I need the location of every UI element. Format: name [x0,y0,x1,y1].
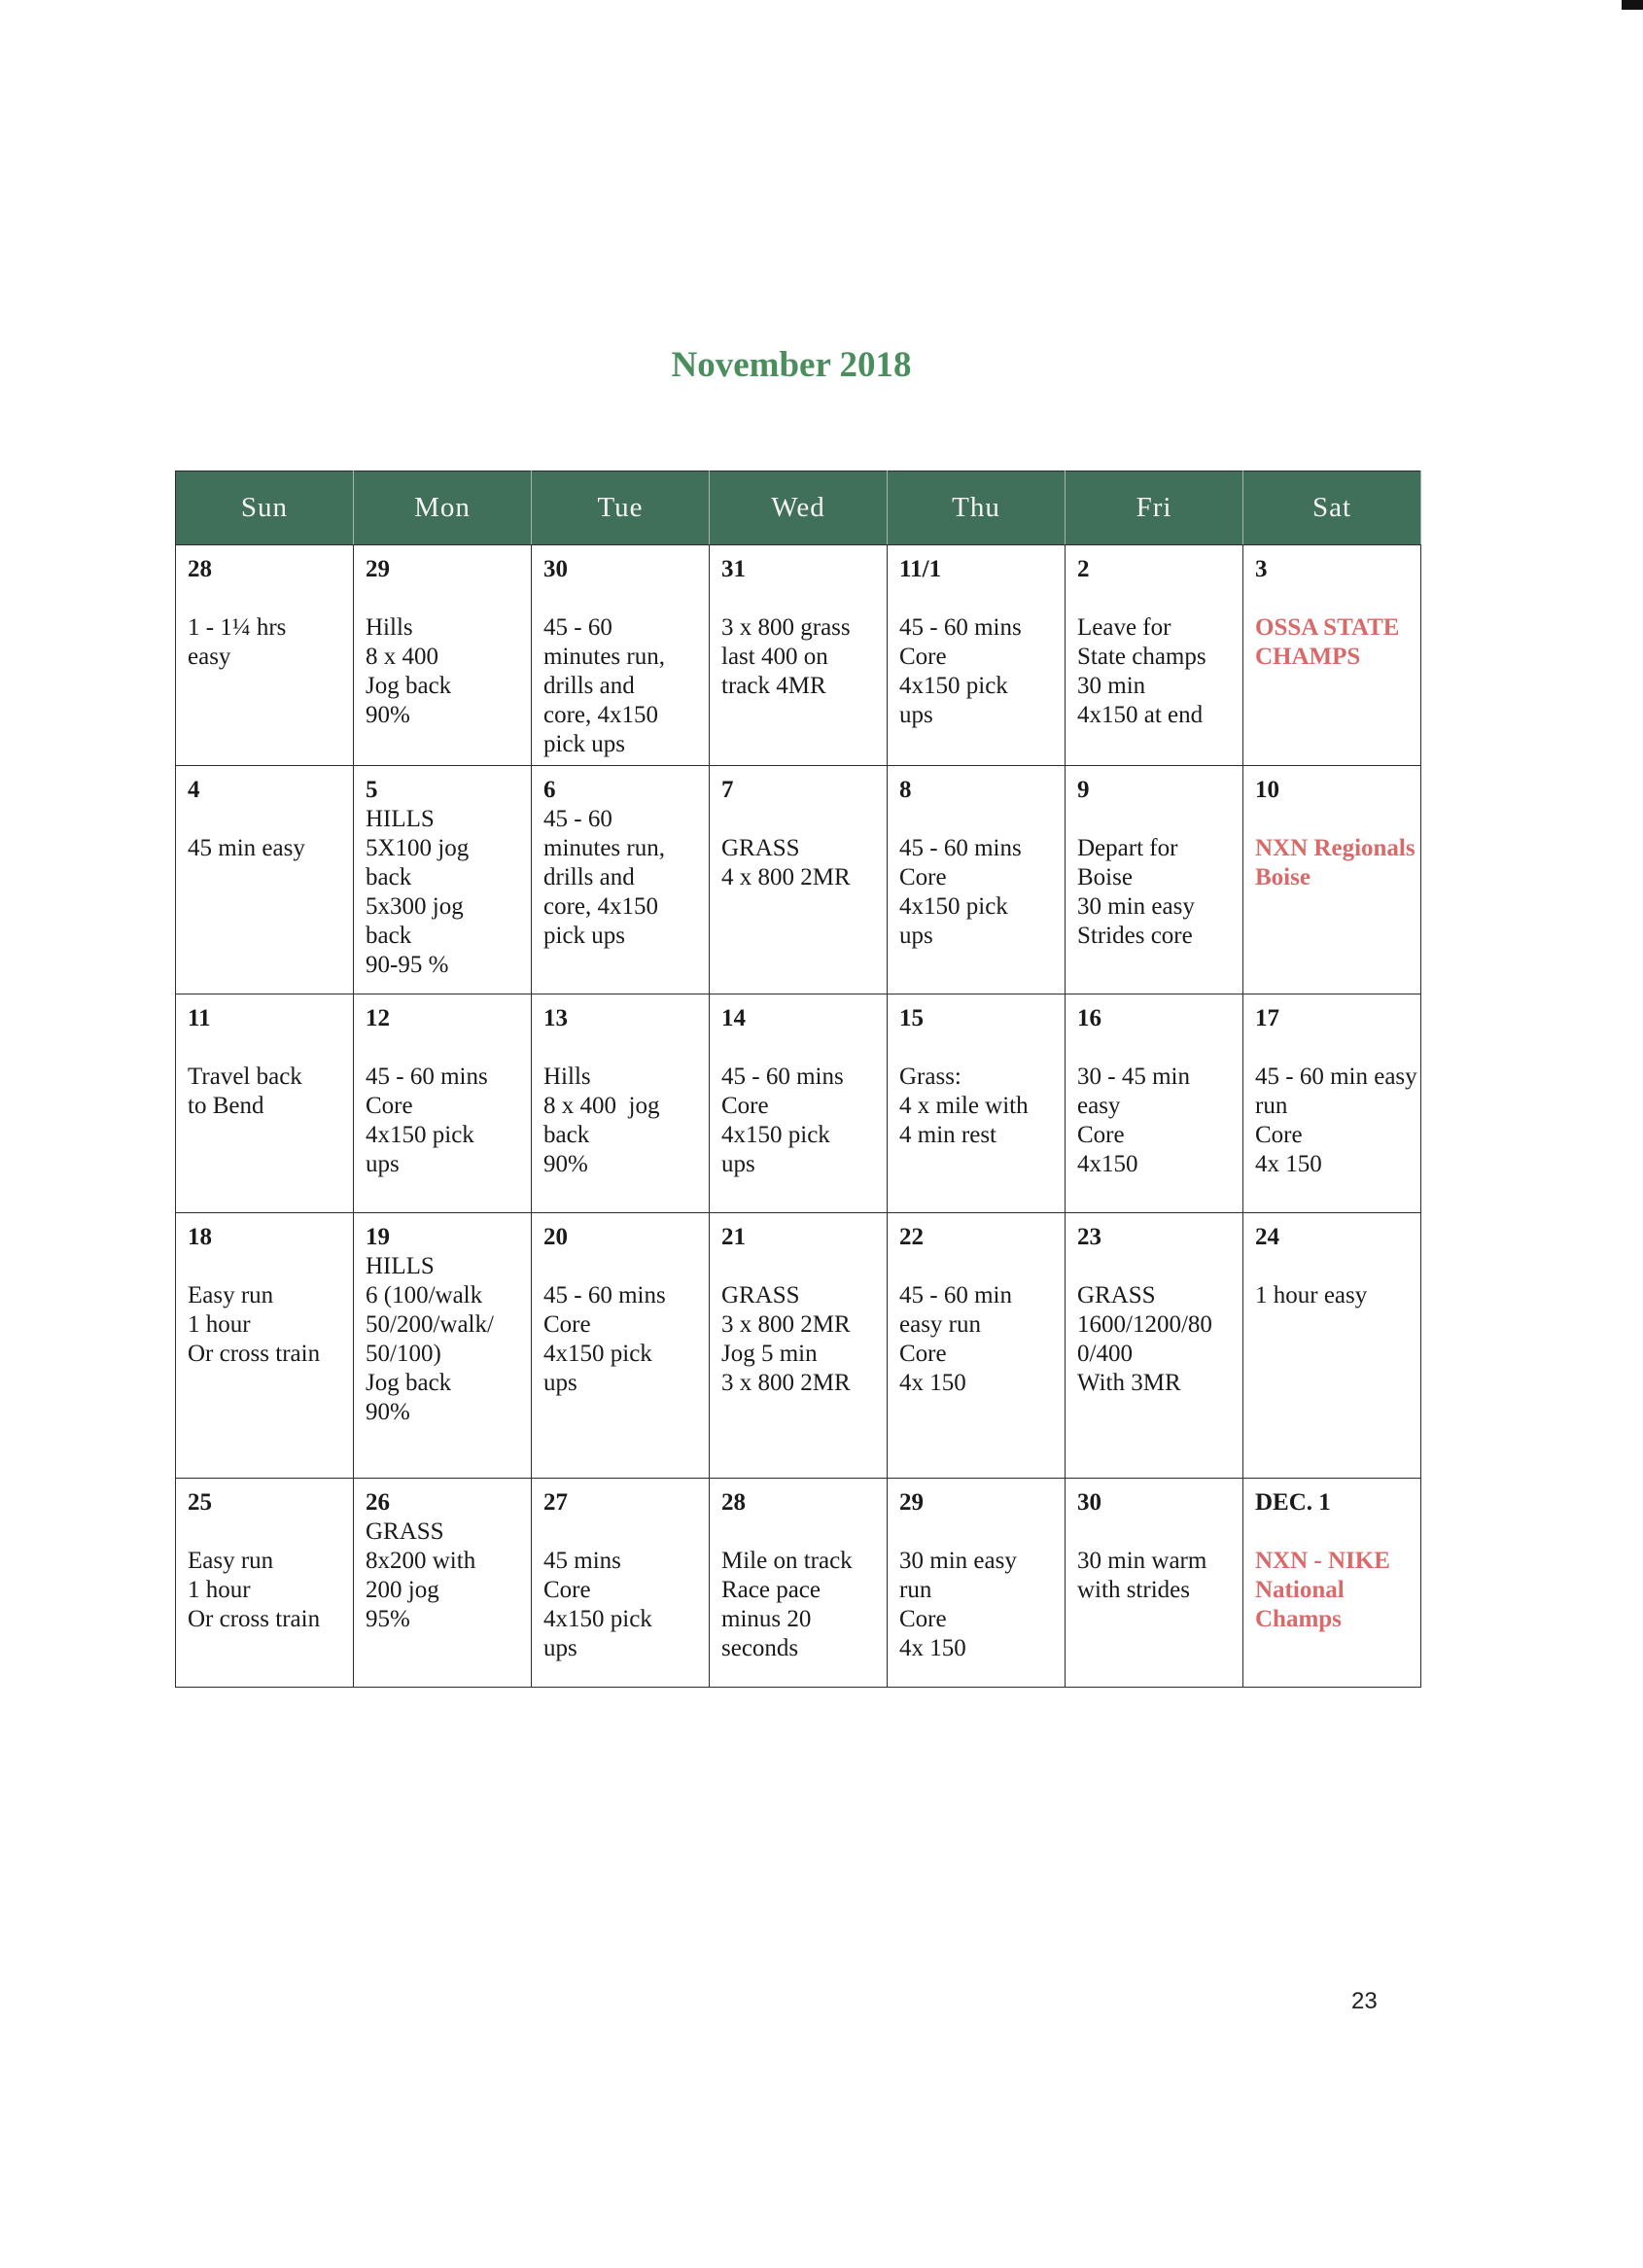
cell-spacer [543,1518,697,1547]
day-cell [354,1479,532,1688]
day-cell [176,766,354,994]
day-cell [710,545,888,766]
workout-text: GRASS [1077,1282,1156,1308]
workout-text: 45 - 60 mins [366,1064,488,1090]
cell-spacer [1255,805,1409,834]
day-number: 27 [543,1489,568,1516]
day-number: 12 [366,1005,390,1031]
workout-text: Jog 5 min [721,1341,818,1367]
day-number: 26 [366,1489,390,1516]
workout-text: 4x 150 [899,1635,966,1661]
workout-text: 4 min rest [899,1122,996,1148]
workout-text: 95% [366,1606,410,1632]
day-number: 13 [543,1005,568,1031]
day-number: 14 [721,1005,746,1031]
day-number: 29 [899,1489,924,1516]
workout-text: 4x 150 [1255,1151,1322,1177]
workout-text: 30 min [1077,673,1146,699]
cell-spacer [1255,584,1409,613]
day-number: 30 [1077,1489,1101,1516]
workout-text: Race pace [721,1577,822,1603]
workout-text: GRASS [721,1282,800,1308]
day-number: 23 [1077,1224,1101,1250]
workout-text: Jog back [366,673,452,699]
workout-text: minutes run, [543,835,665,861]
event-text: Boise [1255,864,1311,890]
workout-text: Easy run [188,1548,274,1574]
day-number: 6 [543,777,556,803]
workout-text: 1600/1200/80 [1077,1311,1212,1338]
workout-text: 4x150 pick [543,1606,652,1632]
workout-text: 8x200 with [366,1548,476,1574]
day-number: 16 [1077,1005,1101,1031]
event-text: NXN - NIKE [1255,1548,1390,1574]
workout-text: With 3MR [1077,1370,1181,1396]
day-cell [1243,994,1421,1213]
workout-text: 4x150 at end [1077,702,1204,728]
cell-spacer [1077,1033,1231,1063]
cell-spacer [721,1252,875,1281]
workout-text: 50/200/walk/ [366,1311,494,1338]
workout-text: 8 x 400 jog [543,1093,660,1119]
workout-text: 30 min easy [1077,893,1195,920]
workout-text: track 4MR [721,673,826,699]
header-sat: Sat [1243,471,1421,545]
day-number: 4 [188,777,200,803]
workout-text: ups [899,702,933,728]
workout-text: 4 x 800 2MR [721,864,851,890]
workout-text: 45 - 60 min easy [1255,1064,1417,1090]
day-cell [176,994,354,1213]
cell-spacer [366,584,519,613]
day-cell [888,1479,1066,1688]
day-cell [532,1479,710,1688]
calendar-week-row [176,994,1421,1213]
cell-spacer [899,1518,1053,1547]
workout-text: ups [899,923,933,949]
calendar-title: November 2018 [671,345,912,385]
cell-spacer [899,1252,1053,1281]
event-text: CHAMPS [1255,644,1361,670]
workout-text: to Bend [188,1093,264,1119]
workout-text: Core [1077,1122,1125,1148]
workout-text: 4x 150 [899,1370,966,1396]
day-cell [1066,766,1243,994]
cell-spacer [1255,1518,1409,1547]
workout-text: Boise [1077,864,1133,890]
workout-text: with strides [1077,1577,1190,1603]
workout-text: 1 - 1¼ hrs [188,614,287,641]
day-number: 25 [188,1489,212,1516]
workout-text: State champs [1077,644,1206,670]
workout-text: 4x150 pick [366,1122,474,1148]
cell-spacer [721,584,875,613]
cell-spacer [188,805,341,834]
day-cell [354,766,532,994]
workout-text: 30 min warm [1077,1548,1207,1574]
workout-text: 45 - 60 [543,614,612,641]
workout-text: 1 hour [188,1311,251,1338]
cell-spacer [543,1033,697,1063]
day-cell [1066,1479,1243,1688]
page-number: 23 [1351,1988,1378,2014]
day-number: 18 [188,1224,212,1250]
workout-text: 4x150 pick [899,673,1008,699]
workout-text: Core [721,1093,769,1119]
workout-text: 45 - 60 min [899,1282,1012,1308]
workout-text: Easy run [188,1282,274,1308]
workout-text: ups [543,1370,577,1396]
workout-text: 1 hour easy [1255,1282,1368,1308]
day-cell [710,994,888,1213]
day-cell [354,994,532,1213]
workout-text: 45 - 60 mins [543,1282,666,1308]
header-sun: Sun [176,471,354,545]
day-number: 31 [721,556,746,582]
workout-text: ups [543,1635,577,1661]
day-cell [1243,766,1421,994]
day-number: 8 [899,777,912,803]
workout-text: 4x150 pick [543,1341,652,1367]
day-cell [710,1479,888,1688]
scan-corner-mark [1622,0,1643,10]
day-number: 30 [543,556,568,582]
day-cell [176,545,354,766]
workout-text: 5X100 jog [366,835,470,861]
workout-text: 3 x 800 2MR [721,1311,851,1338]
workout-text: Mile on track [721,1548,853,1574]
workout-text: Hills [366,614,413,641]
workout-text: 90% [366,702,410,728]
workout-text: easy run [899,1311,981,1338]
event-text: National [1255,1577,1345,1603]
workout-text: 50/100) [366,1341,441,1367]
day-number: 17 [1255,1005,1279,1031]
workout-text: Depart for [1077,835,1178,861]
cell-spacer [1255,1033,1409,1063]
workout-text: ups [366,1151,400,1177]
cell-spacer [721,805,875,834]
workout-text: Core [899,1341,947,1367]
calendar-week-row [176,1213,1421,1479]
workout-text: 8 x 400 [366,644,438,670]
cell-spacer [543,1252,697,1281]
day-number: 11/1 [899,556,942,582]
day-cell [888,994,1066,1213]
workout-text: 45 - 60 [543,806,612,832]
workout-text: Core [1255,1122,1303,1148]
cell-spacer [1255,1252,1409,1281]
day-cell [532,766,710,994]
workout-text: minus 20 [721,1606,812,1632]
day-cell [888,1213,1066,1479]
day-number: 28 [188,556,212,582]
workout-text: 4x150 [1077,1151,1138,1177]
workout-text: last 400 on [721,644,828,670]
day-number: 11 [188,1005,211,1031]
workout-text: GRASS [721,835,800,861]
workout-text: Leave for [1077,614,1171,641]
day-number: 21 [721,1224,746,1250]
day-cell [888,766,1066,994]
day-number: 29 [366,556,390,582]
workout-text: Strides core [1077,923,1193,949]
day-number: 24 [1255,1224,1279,1250]
day-number: 20 [543,1224,568,1250]
workout-text: seconds [721,1635,799,1661]
workout-text: 45 - 60 mins [721,1064,844,1090]
event-text: OSSA STATE [1255,614,1400,641]
calendar-table [175,471,1421,1688]
cell-spacer [899,1033,1053,1063]
event-text: Champs [1255,1606,1342,1632]
workout-text: back [543,1122,590,1148]
day-cell [710,766,888,994]
day-cell [532,1213,710,1479]
day-cell [1243,1213,1421,1479]
day-cell [1066,994,1243,1213]
workout-text: core, 4x150 [543,893,659,920]
workout-text: Or cross train [188,1606,321,1632]
calendar-week-row [176,1479,1421,1688]
workout-text: 200 jog [366,1577,439,1603]
cell-spacer [1077,1518,1231,1547]
day-number: 22 [899,1224,924,1250]
workout-text: drills and [543,673,635,699]
day-number: 3 [1255,556,1268,582]
header-wed: Wed [710,471,888,545]
cell-spacer [188,1252,341,1281]
workout-text: Jog back [366,1370,452,1396]
cell-spacer [899,584,1053,613]
workout-text: run [1255,1093,1288,1119]
day-cell [1243,1479,1421,1688]
day-cell [1066,545,1243,766]
day-number: 28 [721,1489,746,1516]
cell-spacer [1077,1252,1231,1281]
day-number: 5 [366,777,378,803]
day-number: 10 [1255,777,1279,803]
workout-text: 45 min easy [188,835,305,861]
day-cell [176,1213,354,1479]
day-cell [888,545,1066,766]
event-text: NXN Regionals [1255,835,1416,861]
day-cell [532,545,710,766]
workout-text: easy [188,644,231,670]
workout-text: Or cross train [188,1341,321,1367]
workout-text: 45 - 60 mins [899,614,1022,641]
workout-text: Core [366,1093,413,1119]
workout-text: 4x150 pick [899,893,1008,920]
workout-text: Core [899,864,947,890]
workout-text: run [899,1577,932,1603]
workout-text: Hills [543,1064,591,1090]
cell-spacer [188,1518,341,1547]
workout-text: 45 mins [543,1548,621,1574]
header-tue: Tue [532,471,710,545]
workout-text: Core [899,1606,947,1632]
workout-text: 30 - 45 min [1077,1064,1190,1090]
workout-text: Travel back [188,1064,302,1090]
workout-text: 4 x mile with [899,1093,1029,1119]
workout-text: GRASS [366,1518,444,1545]
workout-text: 0/400 [1077,1341,1133,1367]
cell-spacer [366,1033,519,1063]
day-number: 2 [1077,556,1090,582]
cell-spacer [188,1033,341,1063]
workout-text: 90% [543,1151,588,1177]
workout-text: Core [543,1311,591,1338]
workout-text: drills and [543,864,635,890]
workout-text: 90% [366,1399,410,1425]
workout-text: pick ups [543,731,626,757]
day-number: 19 [366,1224,390,1250]
workout-text: easy [1077,1093,1121,1119]
day-number: 9 [1077,777,1090,803]
workout-text: Grass: [899,1064,961,1090]
day-number: 7 [721,777,734,803]
day-cell [1066,1213,1243,1479]
workout-text: back [366,864,412,890]
workout-text: HILLS [366,806,435,832]
workout-text: minutes run, [543,644,665,670]
workout-text: 90-95 % [366,952,449,978]
workout-text: pick ups [543,923,626,949]
workout-text: 1 hour [188,1577,251,1603]
workout-text: 4x150 pick [721,1122,830,1148]
workout-text: core, 4x150 [543,702,659,728]
workout-text: HILLS [366,1253,435,1279]
day-cell [354,545,532,766]
workout-text: 30 min easy [899,1548,1017,1574]
cell-spacer [543,584,697,613]
day-number: DEC. 1 [1255,1489,1331,1516]
workout-text: back [366,923,412,949]
calendar-week-row [176,545,1421,766]
cell-spacer [721,1518,875,1547]
workout-text: Core [543,1577,591,1603]
cell-spacer [188,584,341,613]
cell-spacer [899,805,1053,834]
day-cell [176,1479,354,1688]
workout-text: 3 x 800 2MR [721,1370,851,1396]
day-cell [354,1213,532,1479]
workout-text: 45 - 60 mins [899,835,1022,861]
cell-spacer [1077,584,1231,613]
weekday-header-row [176,471,1421,545]
cell-spacer [1077,805,1231,834]
workout-text: ups [721,1151,755,1177]
day-cell [532,994,710,1213]
day-number: 15 [899,1005,924,1031]
day-cell [1243,545,1421,766]
header-fri: Fri [1066,471,1243,545]
workout-text: 3 x 800 grass [721,614,851,641]
day-cell [710,1213,888,1479]
header-thu: Thu [888,471,1066,545]
workout-text: 6 (100/walk [366,1282,483,1308]
workout-text: Core [899,644,947,670]
cell-spacer [721,1033,875,1063]
header-mon: Mon [354,471,532,545]
calendar-week-row [176,766,1421,994]
workout-text: 5x300 jog [366,893,464,920]
